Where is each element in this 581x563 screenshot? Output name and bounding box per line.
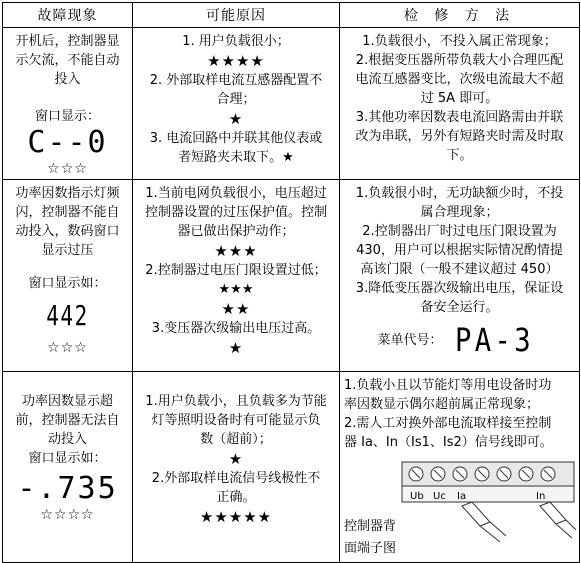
repair-line: 2.需人工对换外部电流取样接至控制: [344, 416, 552, 431]
terminal-label-ub: Ub: [410, 491, 424, 502]
repair-line: 1.负载很小时，无功缺额少时，不投: [355, 186, 564, 201]
repair-line: 改为串联，另外有短路夹时需及时取: [355, 129, 564, 144]
cause-line: 灯等照明设备时有可能显示负: [151, 413, 321, 428]
cause-stars: ★: [228, 450, 244, 468]
cause-line: 1.用户负载小，且负载多为节能: [145, 394, 327, 409]
repair-line: 率因数显示偶尔超前属正常现象；: [344, 397, 540, 412]
cause-line: 器已做出保护动作；: [177, 224, 295, 239]
fault-cell: [3, 28, 133, 180]
fault-cell: [3, 372, 133, 563]
cause-stars: ★★★★★: [199, 508, 273, 526]
cause-stars: ★: [228, 110, 244, 128]
cause-line: 者短路夹未取下。★: [178, 150, 294, 165]
cause-line: 合理；: [216, 92, 256, 107]
wire-icon: [540, 502, 566, 524]
fault-table: [2, 2, 580, 563]
terminal-label-in: In: [536, 491, 546, 502]
menu-display: PA-3: [455, 321, 535, 359]
cause-cell: [133, 180, 340, 372]
terminal-caption-line: 控制器背: [344, 519, 397, 534]
repair-line: 备安全运行。: [420, 300, 499, 315]
repair-line: 2.控制器出厂时过电压门限设置为: [362, 224, 557, 239]
repair-line: 1.负载小且以节能灯等用电设备时功: [344, 378, 552, 393]
fault-cell: [3, 180, 133, 372]
wire-icon: [462, 502, 490, 526]
cause-cell: [133, 372, 340, 563]
header-cause: 可能原因: [133, 3, 340, 28]
fault-line: 显示过压: [41, 243, 94, 258]
rating-stars: ☆☆☆☆: [40, 507, 95, 523]
window-display: C--0: [27, 125, 108, 160]
cause-stars: ★★★: [214, 242, 258, 260]
cause-line: 2. 外部取样电流互感器配置不: [149, 73, 323, 88]
fault-line: 功率因数指示灯频: [15, 186, 120, 201]
repair-line: 器 Ia、In（Is1、Is2）信号线即可。: [344, 435, 553, 450]
table-row: [3, 372, 580, 563]
header-row: [3, 3, 580, 28]
cause-stars: ★★: [221, 300, 251, 318]
fault-line: 功率因数显示超: [21, 394, 113, 409]
terminal-diagram: [340, 452, 579, 562]
repair-line: 属合理现象；: [420, 205, 499, 220]
terminal-label-uc: Uc: [433, 491, 446, 502]
menu-label: 菜单代号：: [377, 332, 443, 348]
terminal-label-ia: Ia: [457, 491, 467, 502]
fault-line: 投入: [54, 72, 81, 87]
cause-stars: ★: [228, 339, 244, 357]
cause-line: 1. 用户负载很小；: [182, 34, 290, 49]
fault-line: 动投入: [47, 432, 87, 447]
cause-line: 2.外部取样电流信号线极性不: [151, 471, 321, 486]
repair-line: 1.负载很小，不投入属正常现象；: [362, 34, 557, 49]
fault-line: 示欠流，不能自动: [15, 53, 120, 68]
cause-line: 1.当前电网负载很小，电压超过: [145, 186, 327, 201]
cause-line: 数（超前）；: [200, 432, 272, 447]
cause-line: 3.变压器次级输出电压过高。: [151, 321, 321, 336]
fault-line: 动投入，数码窗口: [15, 224, 120, 239]
repair-line: 2.根据变压器所带负载大小合理匹配: [355, 53, 564, 68]
fault-line: 闪，控制器不能自: [15, 205, 120, 220]
terminal-caption-line: 面端子图: [344, 541, 397, 556]
repair-line: 下。: [446, 148, 473, 163]
window-label: 窗口显示如：: [28, 276, 107, 291]
header-fault: 故障现象: [3, 3, 133, 28]
repair-cell: [340, 372, 580, 563]
cause-stars: ★★★★: [207, 52, 265, 70]
table-row: [3, 180, 580, 372]
window-display: -.735: [17, 471, 118, 506]
cause-line: 正确。: [216, 490, 256, 505]
repair-line: 430，用户可以根据实际情况酌情提: [356, 243, 563, 258]
rating-stars: ☆☆☆: [47, 340, 88, 356]
cause-line: 2.控制器过电压门限设置过低；★★★: [145, 263, 327, 297]
terminal-caption: [344, 516, 396, 560]
repair-line: 高该门限（一般不建议超过 450）: [360, 262, 559, 277]
cause-cell: [133, 28, 340, 180]
repair-line: 过 5A 即可。: [420, 91, 499, 106]
repair-cell: [340, 28, 580, 180]
repair-line: 电流互感器变比，次级电流最大不超: [355, 72, 564, 87]
cause-line: 3. 电流回路中并联其他仪表或: [149, 131, 323, 146]
rating-stars: ☆☆☆: [47, 161, 88, 177]
window-label: 窗口显示如：: [28, 451, 107, 466]
fault-line: 前，控制器无法自: [15, 413, 120, 428]
menu-code: [344, 323, 575, 357]
header-repair: 检 修 方 法: [340, 3, 580, 28]
table-row: [3, 28, 580, 180]
repair-cell: [340, 180, 580, 372]
repair-line: 3.其他功率因数表电流回路需由并联: [355, 110, 564, 125]
repair-line: 3.降低变压器次级输出电压，保证设: [355, 281, 564, 296]
window-display: 442: [46, 299, 89, 332]
window-label: 窗口显示：: [34, 109, 100, 124]
fault-line: 开机后，控制器显: [15, 34, 120, 49]
cause-line: 控制器设置的过压保护值。控制: [144, 205, 327, 220]
